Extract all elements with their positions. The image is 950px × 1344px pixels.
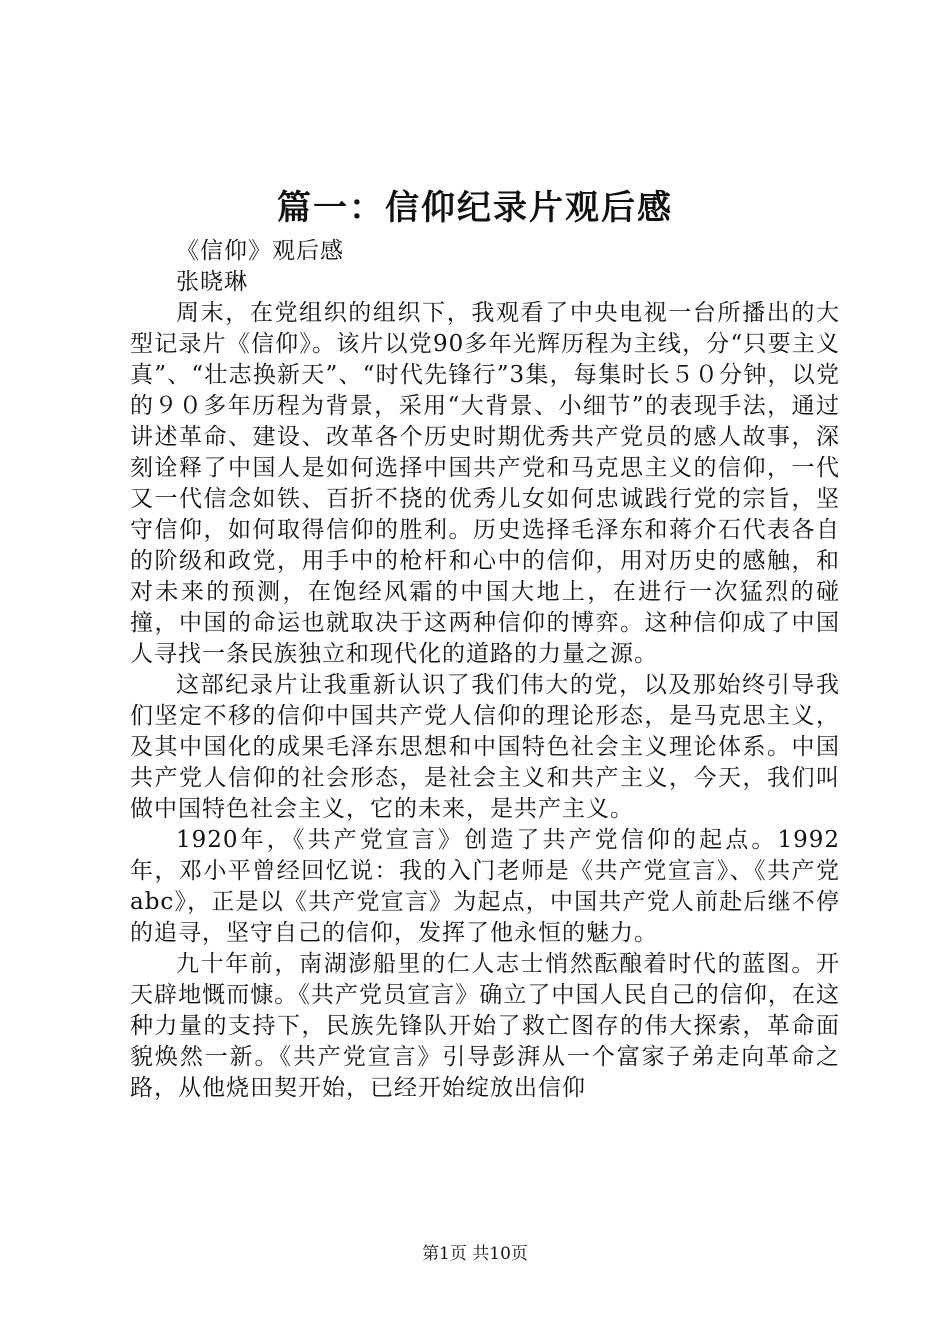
body-paragraph-2: 这部纪录片让我重新认识了我们伟大的党，以及那始终引导我们坚定不移的信仰中国共产党人信仰的理论形态，是马克思主义，及其中国化的成果毛泽东思想和中国特色社会主义理论体系。中国共产党人信仰的社会形态，是社会主义和共产主义，今天，我们叫做中国特色社会主义，它的未来，是共产主义。 xyxy=(130,672,840,822)
body-paragraph-1: 周末，在党组织的组织下，我观看了中央电视一台所播出的大型记录片《信仰》。该片以党90多年光辉历程为主线，分“只要主义真”、“壮志换新天”、“时代先锋行”3集，每集时长５０分钟，以党的９０多年历程为背景，采用“大背景、小细节”的表现手法，通过讲述革命、建设、改革各个历史时期优秀共产党员的感人故事，深刻诠释了中国人是如何选择中国共产党和马克思主义的信仰，一代又一代信念如铁、百折不挠的优秀儿女如何忠诚践行党的宗旨，坚守信仰，如何取得信仰的胜利。历史选择毛泽东和蒋介石代表各自的阶级和政党，用手中的枪杆和心中的信仰，用对历史的感触，和对未来的预测，在饱经风霜的中国大地上，在进行一次猛烈的碰撞，中国的命运也就取决于这两种信仰的博弈。这种信仰成了中国人寻找一条民族独立和现代化的道路的力量之源。 xyxy=(130,300,840,667)
page-footer: 第1页 共10页 xyxy=(422,1244,528,1264)
document-subtitle: 《信仰》观后感 xyxy=(176,238,344,264)
document-body xyxy=(130,236,840,1104)
body-paragraph-3: 1920年，《共产党宣言》创造了共产党信仰的起点。1992年，邓小平曾经回忆说：我的入门老师是《共产党宣言》、《共产党abc》，正是以《共产党宣言》为起点，中国共产党人前赴后继不停的追寻，坚守自己的信仰，发挥了他永恒的魅力。 xyxy=(130,827,840,946)
body-paragraph-4: 九十年前，南湖澎船里的仁人志士悄然酝酿着时代的蓝图。开天辟地慨而慷。《共产党员宣言》确立了中国人民自己的信仰，在这种力量的支持下，民族先锋队开始了救亡图存的伟大探索，革命面貌焕然一新。《共产党宣言》引导彭湃从一个富家子弟走向革命之路，从他烧田契开始，已经开始绽放出信仰 xyxy=(130,951,840,1101)
document-title: 篇一：信仰纪录片观后感 xyxy=(277,188,673,228)
document-author: 张晓琳 xyxy=(176,269,248,295)
